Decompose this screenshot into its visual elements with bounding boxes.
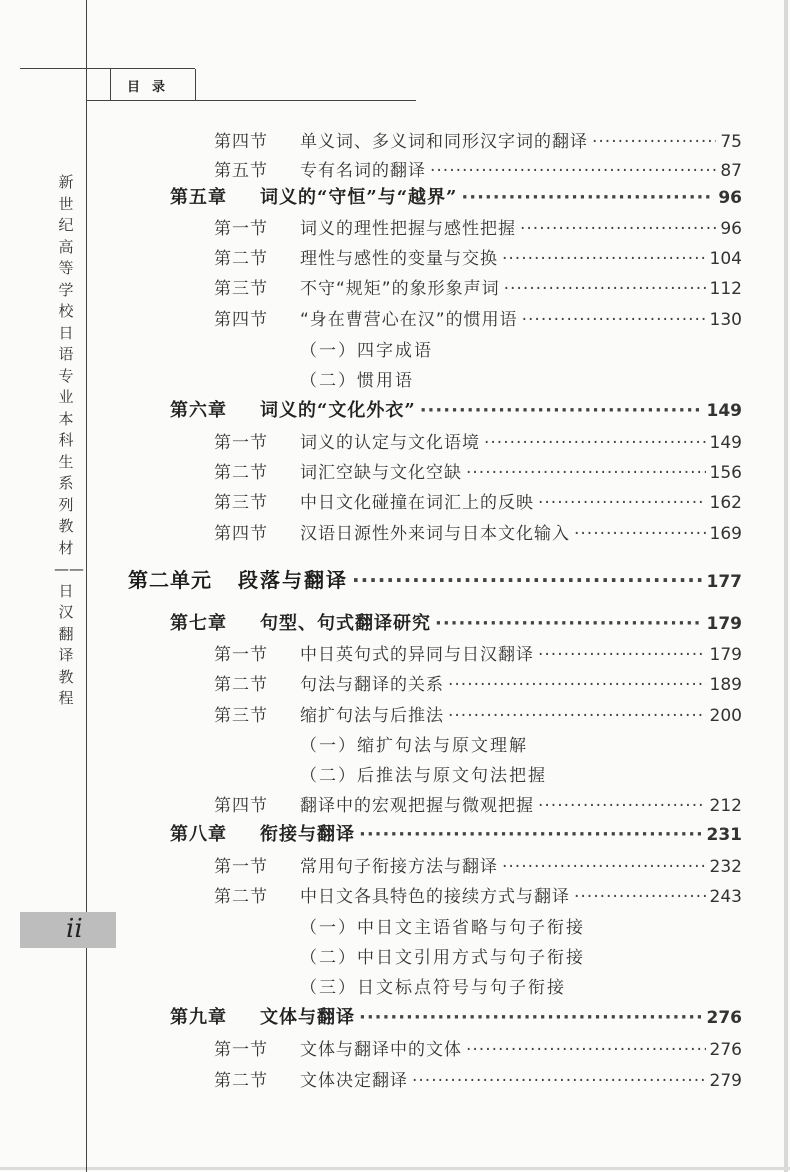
entry-page: 162 [709,493,742,513]
toc-entry-section [214,458,742,483]
toc-entry-section [214,244,742,269]
page-number: ii [66,914,83,944]
leader-dots [502,857,706,877]
toc-entry-section [214,882,742,907]
leader-dots [504,279,706,299]
leader-dots [448,706,706,726]
entry-title: 翻译中的宏观把握与微观把握 [300,796,534,816]
entry-page: 87 [720,161,742,181]
entry-label: 第七章 [170,613,227,634]
entry-page: 169 [709,524,742,544]
toc-entry-chapter [170,183,742,209]
header-label: 目录 [126,80,177,95]
toc-entry-section [214,791,742,816]
entry-label: 第八章 [170,824,227,845]
leader-dots [430,161,716,181]
entry-title: 中日英句式的异同与日汉翻译 [300,645,534,665]
entry-title: 专有名词的翻译 [300,161,426,181]
leader-dots [420,400,703,421]
entry-page: 200 [709,706,742,726]
entry-label: 第三节 [214,493,268,513]
entry-label: 第一节 [214,1040,268,1060]
entry-page: 104 [709,249,742,269]
entry-page: 75 [720,132,742,152]
leader-dots [461,187,714,208]
header-rule-bottom [86,100,416,101]
entry-title: 词义的认定与文化语境 [300,433,480,453]
toc-entry-chapter [170,609,742,635]
entry-label: 第二节 [214,249,268,269]
entry-title: 缩扩句法与后推法 [300,706,444,726]
toc-entry-chapter [170,396,742,422]
entry-title: 文体决定翻译 [300,1071,408,1091]
entry-title: 汉语日源性外来词与日本文化输入 [300,524,570,544]
toc-subentry: （一）缩扩句法与原文理解 [300,736,528,756]
entry-label: 第六章 [170,400,227,421]
entry-label: 第一节 [214,219,268,239]
toc-entry-section [214,670,742,695]
entry-label: 第二节 [214,463,268,483]
leader-dots [538,645,706,665]
margin-rule-vertical [86,0,87,1172]
entry-title: 衔接与翻译 [260,824,355,845]
leader-dots [574,887,706,907]
entry-page: 96 [718,188,742,208]
entry-page: 231 [706,825,742,845]
entry-label: 第九章 [170,1007,227,1028]
leader-dots [574,524,706,544]
entry-title: 词义的“文化外衣” [260,400,416,421]
entry-title: 常用句子衔接方法与翻译 [300,857,498,877]
leader-dots [466,1040,706,1060]
series-title-vertical: 新世纪高等学校日语专业本科生系列教材——日汉翻译教程 [54,173,84,707]
toc-entry-section [214,1035,742,1060]
entry-title: 文体与翻译 [260,1007,355,1028]
entry-label: 第二单元 [128,568,212,592]
entry-title: 中日文化碰撞在词汇上的反映 [300,493,534,513]
entry-label: 第二节 [214,887,268,907]
toc-entry-section [214,305,742,330]
entry-page: 149 [706,401,742,421]
entry-page: 189 [709,675,742,695]
entry-title: 理性与感性的变量与交换 [300,249,498,269]
entry-page: 243 [709,887,742,907]
toc-entry-chapter [170,820,742,846]
leader-dots [520,219,716,239]
entry-page: 149 [709,433,742,453]
entry-label: 第一节 [214,433,268,453]
toc-entry-section [214,274,742,299]
entry-page: 179 [709,645,742,665]
entry-label: 第四节 [214,132,268,152]
leader-dots [359,824,703,845]
entry-page: 276 [709,1040,742,1060]
leader-dots [538,796,706,816]
entry-title: 句型、句式翻译研究 [260,613,431,634]
leader-dots [466,463,706,483]
entry-label: 第五节 [214,161,268,181]
entry-label: 第三节 [214,279,268,299]
toc-entry-section [214,701,742,726]
toc-entry-section [214,1066,742,1091]
entry-page: 212 [709,796,742,816]
entry-label: 第一节 [214,645,268,665]
toc-subentry: （二）惯用语 [300,371,414,391]
toc-entry-section [214,519,742,544]
entry-title: “身在曹营心在汉”的惯用语 [300,310,518,330]
leader-dots [484,433,706,453]
entry-label: 第一节 [214,857,268,877]
toc-entry-section [214,488,742,513]
entry-label: 第四节 [214,310,268,330]
leader-dots [502,249,706,269]
entry-page: 112 [709,279,742,299]
entry-title: 词义的理性把握与感性把握 [300,219,516,239]
entry-title: 词汇空缺与文化空缺 [300,463,462,483]
leader-dots [522,310,706,330]
entry-page: 177 [706,572,742,592]
leader-dots [538,493,706,513]
entry-page: 276 [706,1008,742,1028]
entry-label: 第四节 [214,524,268,544]
toc-entry-section [214,214,742,239]
page-edge-bottom [0,1167,790,1170]
entry-title: 单义词、多义词和同形汉字词的翻译 [300,132,588,152]
entry-title: 中日文各具特色的接续方式与翻译 [300,887,570,907]
entry-label: 第三节 [214,706,268,726]
toc-entry-unit [128,564,742,593]
leader-dots [592,132,716,152]
toc-subentry: （二）中日文引用方式与句子衔接 [300,948,585,968]
entry-label: 第二节 [214,1071,268,1091]
entry-title: 词义的“守恒”与“越界” [260,187,458,208]
toc-entry-section [214,127,742,152]
entry-page: 130 [709,310,742,330]
entry-page: 96 [720,219,742,239]
toc-subentry: （一）中日文主语省略与句子衔接 [300,918,585,938]
page-edge-right [784,0,788,1172]
toc-subentry: （一）四字成语 [300,341,433,361]
entry-title: 不守“规矩”的象形象声词 [300,279,500,299]
entry-title: 文体与翻译中的文体 [300,1040,462,1060]
leader-dots [352,568,703,592]
entry-page: 179 [706,614,742,634]
entry-page: 156 [709,463,742,483]
leader-dots [435,613,703,634]
toc-entry-section [214,428,742,453]
leader-dots [412,1071,706,1091]
entry-page: 279 [709,1071,742,1091]
toc-entry-section [214,640,742,665]
entry-title: 句法与翻译的关系 [300,675,444,695]
entry-label: 第五章 [170,187,227,208]
toc-subentry: （三）日文标点符号与句子衔接 [300,978,566,998]
entry-page: 232 [709,857,742,877]
entry-label: 第二节 [214,675,268,695]
toc-entry-section [214,156,742,181]
toc-entry-section [214,852,742,877]
toc-entry-chapter [170,1003,742,1029]
entry-title: 段落与翻译 [238,568,348,592]
entry-label: 第四节 [214,796,268,816]
leader-dots [359,1007,703,1028]
toc-subentry: （二）后推法与原文句法把握 [300,766,547,786]
leader-dots [448,675,706,695]
